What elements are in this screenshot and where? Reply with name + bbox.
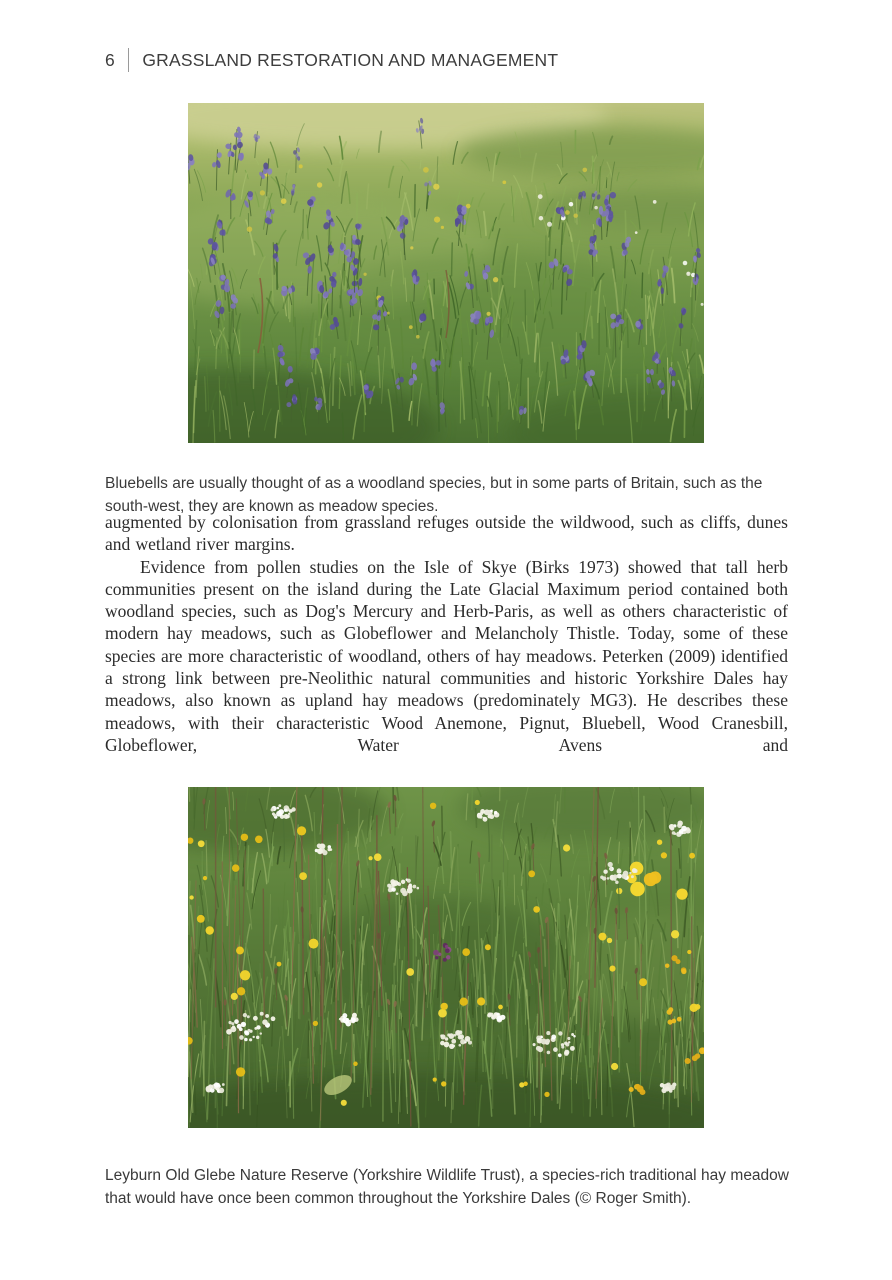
page-number: 6 [105,49,115,70]
running-title: GRASSLAND RESTORATION AND MANAGEMENT [142,49,559,70]
body-text [105,511,788,756]
paragraph-evidence: Evidence from pollen studies on the Isle of Skye (Birks 1973) showed that tall herb communities present on the island during the Late Glacial Maximum period contained both woodland species, such as Dog's Mercury and Herb-Paris, as well as others characteristic of modern hay meadows, such as Globeflower and Melancholy Thistle. Today, some of these species are more characteristic of woodland, others of hay meadows. Peterken (2009) identified a strong link between pre-Neolithic natural communities and historic Yorkshire Dales hay meadows, also known as upland hay meadows (predominately MG3). He describes these meadows, with their characteristic Wood Anemone, Pignut, Bluebell, Wood Cranesbill, Globeflower, Water Avens and [105,556,788,755]
figure-caption-leyburn: Leyburn Old Glebe Nature Reserve (Yorkshire Wildlife Trust), a species-rich traditional hay meadow that would have once been common throughout the Yorkshire Dales (© Roger Smith). [105,1166,789,1207]
paragraph-continuation: augmented by colonisation from grassland refuges outside the wildwood, such as cliffs, dunes and wetland river margins. [105,512,788,555]
figure-caption-bluebells: Bluebells are usually thought of as a woodland species, but in some parts of Britain, such as the south-west, they are known as meadow species. [105,474,763,515]
hay-meadow-photo [188,787,704,1128]
header-divider [128,48,129,72]
bluebell-meadow-photo [188,103,704,443]
page-header [105,48,795,72]
